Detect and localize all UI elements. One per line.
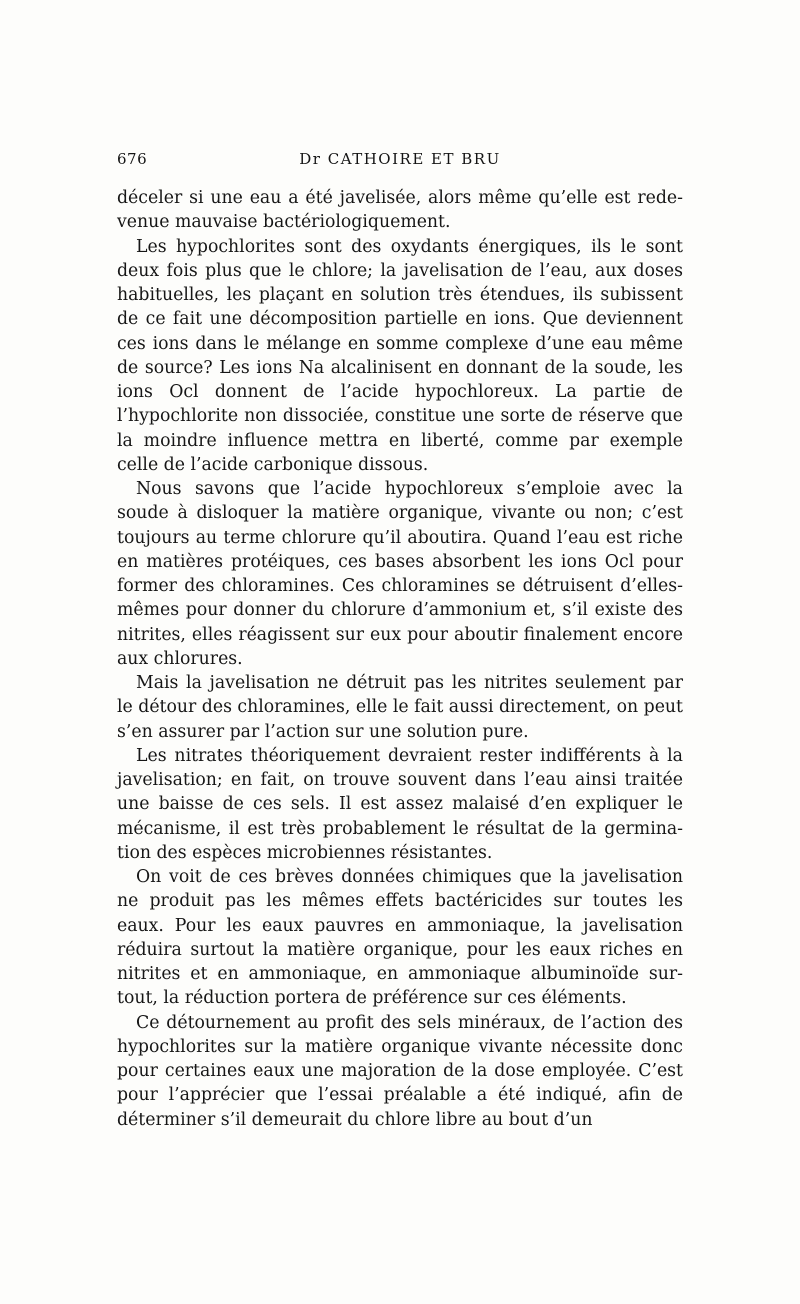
paragraph: Ce détournement au profit des sels minéraux, de l’action des hypochlorites sur la matière organique vivante nécessite donc pour certaines eaux une majoration de la dose employée. C’est pour l’apprécier que l’essai préalable a été indiqué, afin de déterminer s’il demeurait du chlore libre au bout d’un — [117, 1012, 683, 1130]
paragraph: Les hypochlorites sont des oxydants énergiques, ils le sont deux fois plus que le chlore; la javelisation de l’eau, aux doses habituelles, les plaçant en solution très étendues, ils subissent de ce fait une décomposition partielle en ions. Que deviennent ces ions dans le mélange en somme complexe d’une eau même de source? Les ions Na alcalinisent en donnant de la soude, les ions Ocl donnent de l’acide hypochloreux. La partie de l’hypochlorite non dissociée, constitue une sorte de réserve que la moindre influence mettra en liberté, comme par exemple celle de l’acide carbonique dissous. — [117, 236, 683, 475]
body-text — [117, 186, 683, 1132]
running-head: Dr CATHOIRE ET BRU — [299, 150, 501, 168]
page-number: 676 — [117, 150, 148, 168]
paragraph: Mais la javelisation ne détruit pas les nitrites seulement par le détour des chloramines, elle le fait aussi directement, on peut s’en assurer par l’action sur une solution pure. — [117, 673, 683, 742]
paragraph: Nous savons que l’acide hypochloreux s’emploie avec la soude à disloquer la matière organique, vivante ou non; c’est toujours au terme chlorure qu’il aboutira. Quand l’eau est riche en matières protéiques, ces bases absorbent les ions Ocl pour former des chloramines. Ces chloramines se détruisent d’elles-mêmes pour donner du chlorure d’ammonium et, s’il existe des nitrites, elles réagissent sur eux pour aboutir finalement encore aux chlorures. — [117, 479, 683, 669]
page-header — [117, 150, 683, 174]
paragraph: Les nitrates théoriquement devraient rester indifférents à la javelisation; en fait, on trouve souvent dans l’eau ainsi traitée une baisse de ces sels. Il est assez malaisé d’en expliquer le mécanisme, il est très probablement le résultat de la germination des espèces microbiennes résistantes. — [117, 745, 683, 863]
paragraph: On voit de ces brèves données chimiques que la javelisation ne produit pas les mêmes effets bactéricides sur toutes les eaux. Pour les eaux pauvres en ammoniaque, la javelisation réduira surtout la matière organique, pour les eaux riches en nitrites et en ammoniaque, en ammoniaque albuminoïde surtout, la réduction portera de préférence sur ces éléments. — [117, 867, 683, 1009]
paragraph: déceler si une eau a été javelisée, alors même qu’elle est redevenue mauvaise bactériologiquement. — [117, 188, 683, 233]
